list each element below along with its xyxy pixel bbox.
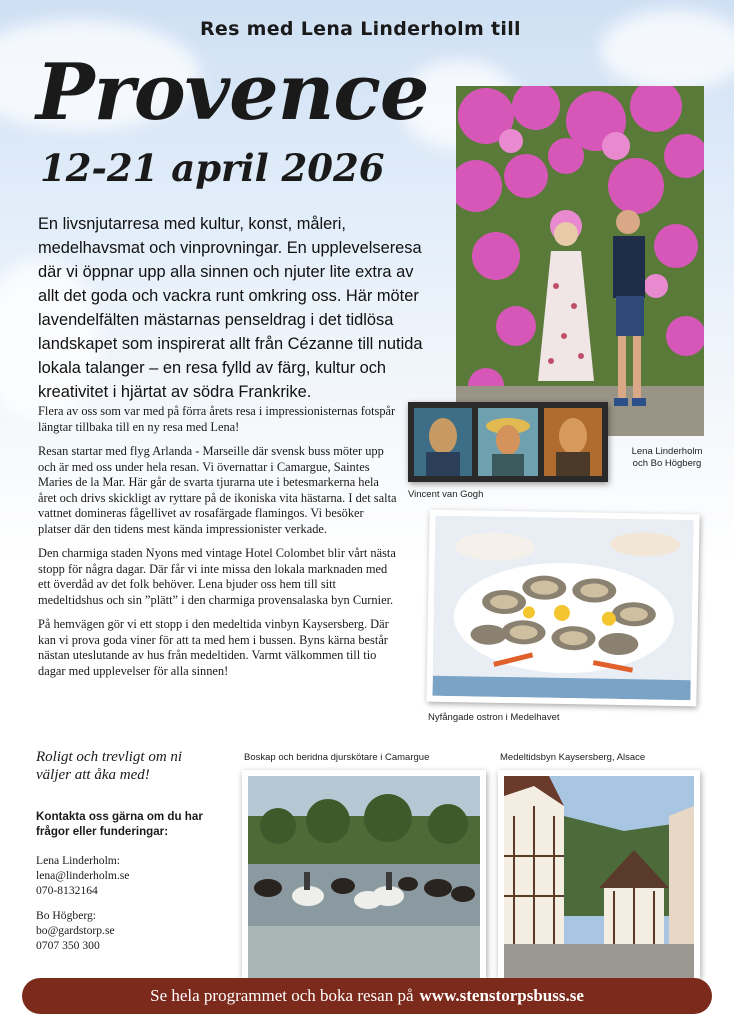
contact-lena bbox=[36, 853, 216, 898]
contact-phone[interactable]: 0707 350 300 bbox=[36, 939, 100, 952]
paragraph: Resan startar med flyg Arlanda - Marseille där svensk buss möter upp och är med oss under hela resan. Vi övernattar i Camargue, Saintes Maries de la Mar. Här går de svarta tjurarna ute i betesmarkerna hela året och drivs skickligt av ryttare på de ikoniska vita hästarna. I det salta vattnet domineras fågellivet av rosafärgade flamingos. Vi besöker platser där den tidens mest kända impressionister verkade. bbox=[38, 444, 397, 536]
kaysersberg-caption: Medeltidsbyn Kaysersberg, Alsace bbox=[500, 752, 646, 763]
sky-cloud bbox=[600, 10, 734, 90]
article-body bbox=[38, 404, 398, 688]
vangogh-portraits bbox=[408, 402, 608, 482]
oysters-art bbox=[432, 516, 693, 700]
contact-email[interactable]: lena@linderholm.se bbox=[36, 869, 130, 882]
footer-banner bbox=[22, 978, 712, 1014]
oysters-photo-frame bbox=[426, 510, 699, 707]
paragraph: Den charmiga staden Nyons med vintage Hotel Colombet blir vårt nästa stopp för några dagar. Där får vi inte missa den lokala marknaden med ett överdåd av det folk behöver. Lena bjuder oss hem till sitt medeltidshus och sin ”plätt” i den charmiga provensalaska byn Curnier. bbox=[38, 546, 396, 607]
camargue-art bbox=[248, 776, 480, 978]
camargue-caption: Boskap och beridna djurskötare i Camargue bbox=[244, 752, 430, 763]
vangogh-photo bbox=[408, 402, 608, 482]
couple-caption: Lena Linderholm och Bo Högberg bbox=[631, 446, 703, 469]
contact-bo bbox=[36, 908, 216, 953]
couple-photo bbox=[456, 86, 704, 436]
camargue-photo-frame bbox=[242, 770, 486, 978]
oysters-photo bbox=[432, 516, 693, 700]
paragraph: På hemvägen gör vi ett stopp i den medeltida vinbyn Kaysersberg. Där kan vi prova goda viner för att ta med hem i bussen. Byns kärna består nästan uteslutande av hus från medeltiden. Varmt välkommen till tio dagar med upplevelser för alla sinnen! bbox=[38, 617, 389, 678]
kaysersberg-photo-frame bbox=[498, 770, 700, 978]
couple-photo-art bbox=[456, 86, 704, 436]
paragraph: Flera av oss som var med på förra årets resa i impressionisternas fotspår längtar tillbaka till en ny resa med Lena! bbox=[38, 404, 396, 434]
contact-email[interactable]: bo@gardstorp.se bbox=[36, 924, 115, 937]
page-title: Provence bbox=[36, 47, 429, 138]
vangogh-caption: Vincent van Gogh bbox=[408, 489, 484, 500]
intro-text: En livsnjutarresa med kultur, konst, måleri, medelhavsmat och vinprovningar. En upplevelseresa där vi öppnar upp alla sinnen och njuter lite extra av allt det goda och vackra runt omkring oss. Här möter lavendelfälten mästarnas penseldrag i det tidlösa landskapet som inspirerat allt från Cézanne till nutida lokala talanger – en resa fylld av färg, kultur och kreativitet i hjärtat av södra Frankrike. bbox=[38, 215, 423, 401]
tagline: Roligt och trevligt om ni väljer att åka med! bbox=[36, 749, 183, 783]
footer-link[interactable]: www.stenstorpsbuss.se bbox=[419, 986, 584, 1005]
travel-dates: 12-21 april 2026 bbox=[40, 146, 385, 190]
footer-text: Se hela programmet och boka resan på bbox=[150, 986, 414, 1005]
contact-phone[interactable]: 070-8132164 bbox=[36, 884, 98, 897]
kaysersberg-art bbox=[504, 776, 694, 978]
kaysersberg-photo bbox=[504, 776, 694, 978]
contact-name: Lena Linderholm: bbox=[36, 854, 121, 867]
camargue-photo bbox=[248, 776, 480, 978]
oysters-caption: Nyfångade ostron i Medelhavet bbox=[428, 712, 560, 723]
contact-heading: Kontakta oss gärna om du har frågor eller funderingar: bbox=[36, 810, 203, 838]
contact-name: Bo Högberg: bbox=[36, 909, 97, 922]
pretitle: Res med Lena Linderholm till bbox=[200, 18, 521, 40]
